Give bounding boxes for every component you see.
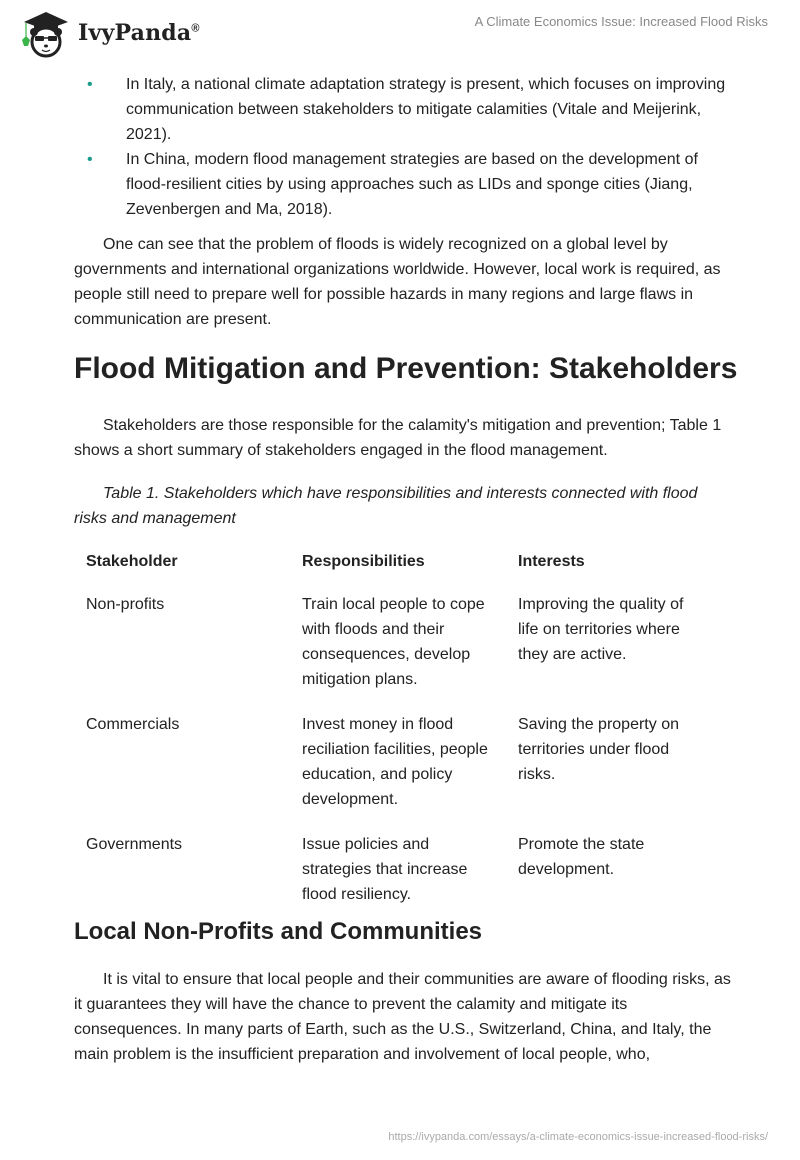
document-title: A Climate Economics Issue: Increased Flood Risks <box>474 14 768 29</box>
bullet-list <box>74 72 734 222</box>
brand-logo[interactable] <box>18 8 200 58</box>
table-row <box>74 708 720 828</box>
table-cell: Saving the property on territories under flood risks. <box>518 716 679 783</box>
table-row <box>74 828 720 923</box>
bullet-icon: • <box>87 151 93 168</box>
column-header: Responsibilities <box>302 553 425 570</box>
paragraph: One can see that the problem of floods is widely recognized on a global level by governments and international organizations worldwide. However, local work is required, as people still need to prepare well for possible hazards in many regions and large flaws in communication are present. <box>74 236 721 328</box>
table-cell: Non-profits <box>86 596 165 613</box>
table-cell: Commercials <box>86 716 180 733</box>
column-header: Stakeholder <box>86 553 178 570</box>
table-caption: Table 1. Stakeholders which have responsibilities and interests connected with flood risks and management <box>74 485 698 527</box>
paragraph: Stakeholders are those responsible for the calamity's mitigation and prevention; Table 1 shows a short summary of stakeholders engaged in the flood management. <box>74 417 722 459</box>
brand-name: IvyPanda® <box>78 20 200 46</box>
bullet-icon: • <box>87 76 93 93</box>
table-cell: Governments <box>86 836 183 853</box>
page-header <box>0 0 800 60</box>
table-header-row <box>74 545 720 588</box>
table-cell: Invest money in flood reciliation facilities, people education, and policy development. <box>302 716 488 808</box>
table-cell: Promote the state development. <box>518 836 645 878</box>
paragraph: It is vital to ensure that local people and their communities are aware of flooding risks, as it guarantees they will have the chance to prevent the calamity and mitigate its consequences. In many parts of Earth, such as the U.S., Switzerland, China, and Italy, the main problem is the insufficient preparation and involvement of local people, who, <box>74 971 731 1063</box>
section-heading: Local Non-Profits and Communities <box>74 918 483 945</box>
list-item: • In Italy, a national climate adaptation strategy is present, which focuses on improving communication between stakeholders to mitigate calamities (Vitale and Meijerink, 2021). <box>74 72 734 147</box>
stakeholders-table <box>74 545 720 923</box>
section-heading: Flood Mitigation and Prevention: Stakeholders <box>74 352 738 385</box>
table-cell: Issue policies and strategies that increase flood resiliency. <box>302 836 468 903</box>
list-item: • In China, modern flood management strategies are based on the development of flood-resilient cities by using approaches such as LIDs and sponge cities (Jiang, Zevenbergen and Ma, 2018). <box>74 147 734 222</box>
source-url-link[interactable]: https://ivypanda.com/essays/a-climate-economics-issue-increased-flood-risks/ <box>388 1131 768 1143</box>
column-header: Interests <box>518 553 585 570</box>
table-cell: Train local people to cope with floods and their consequences, develop mitigation plans. <box>302 596 485 688</box>
table-cell: Improving the quality of life on territories where they are active. <box>518 596 684 663</box>
panda-graduate-icon <box>18 8 74 58</box>
table-row <box>74 588 720 708</box>
